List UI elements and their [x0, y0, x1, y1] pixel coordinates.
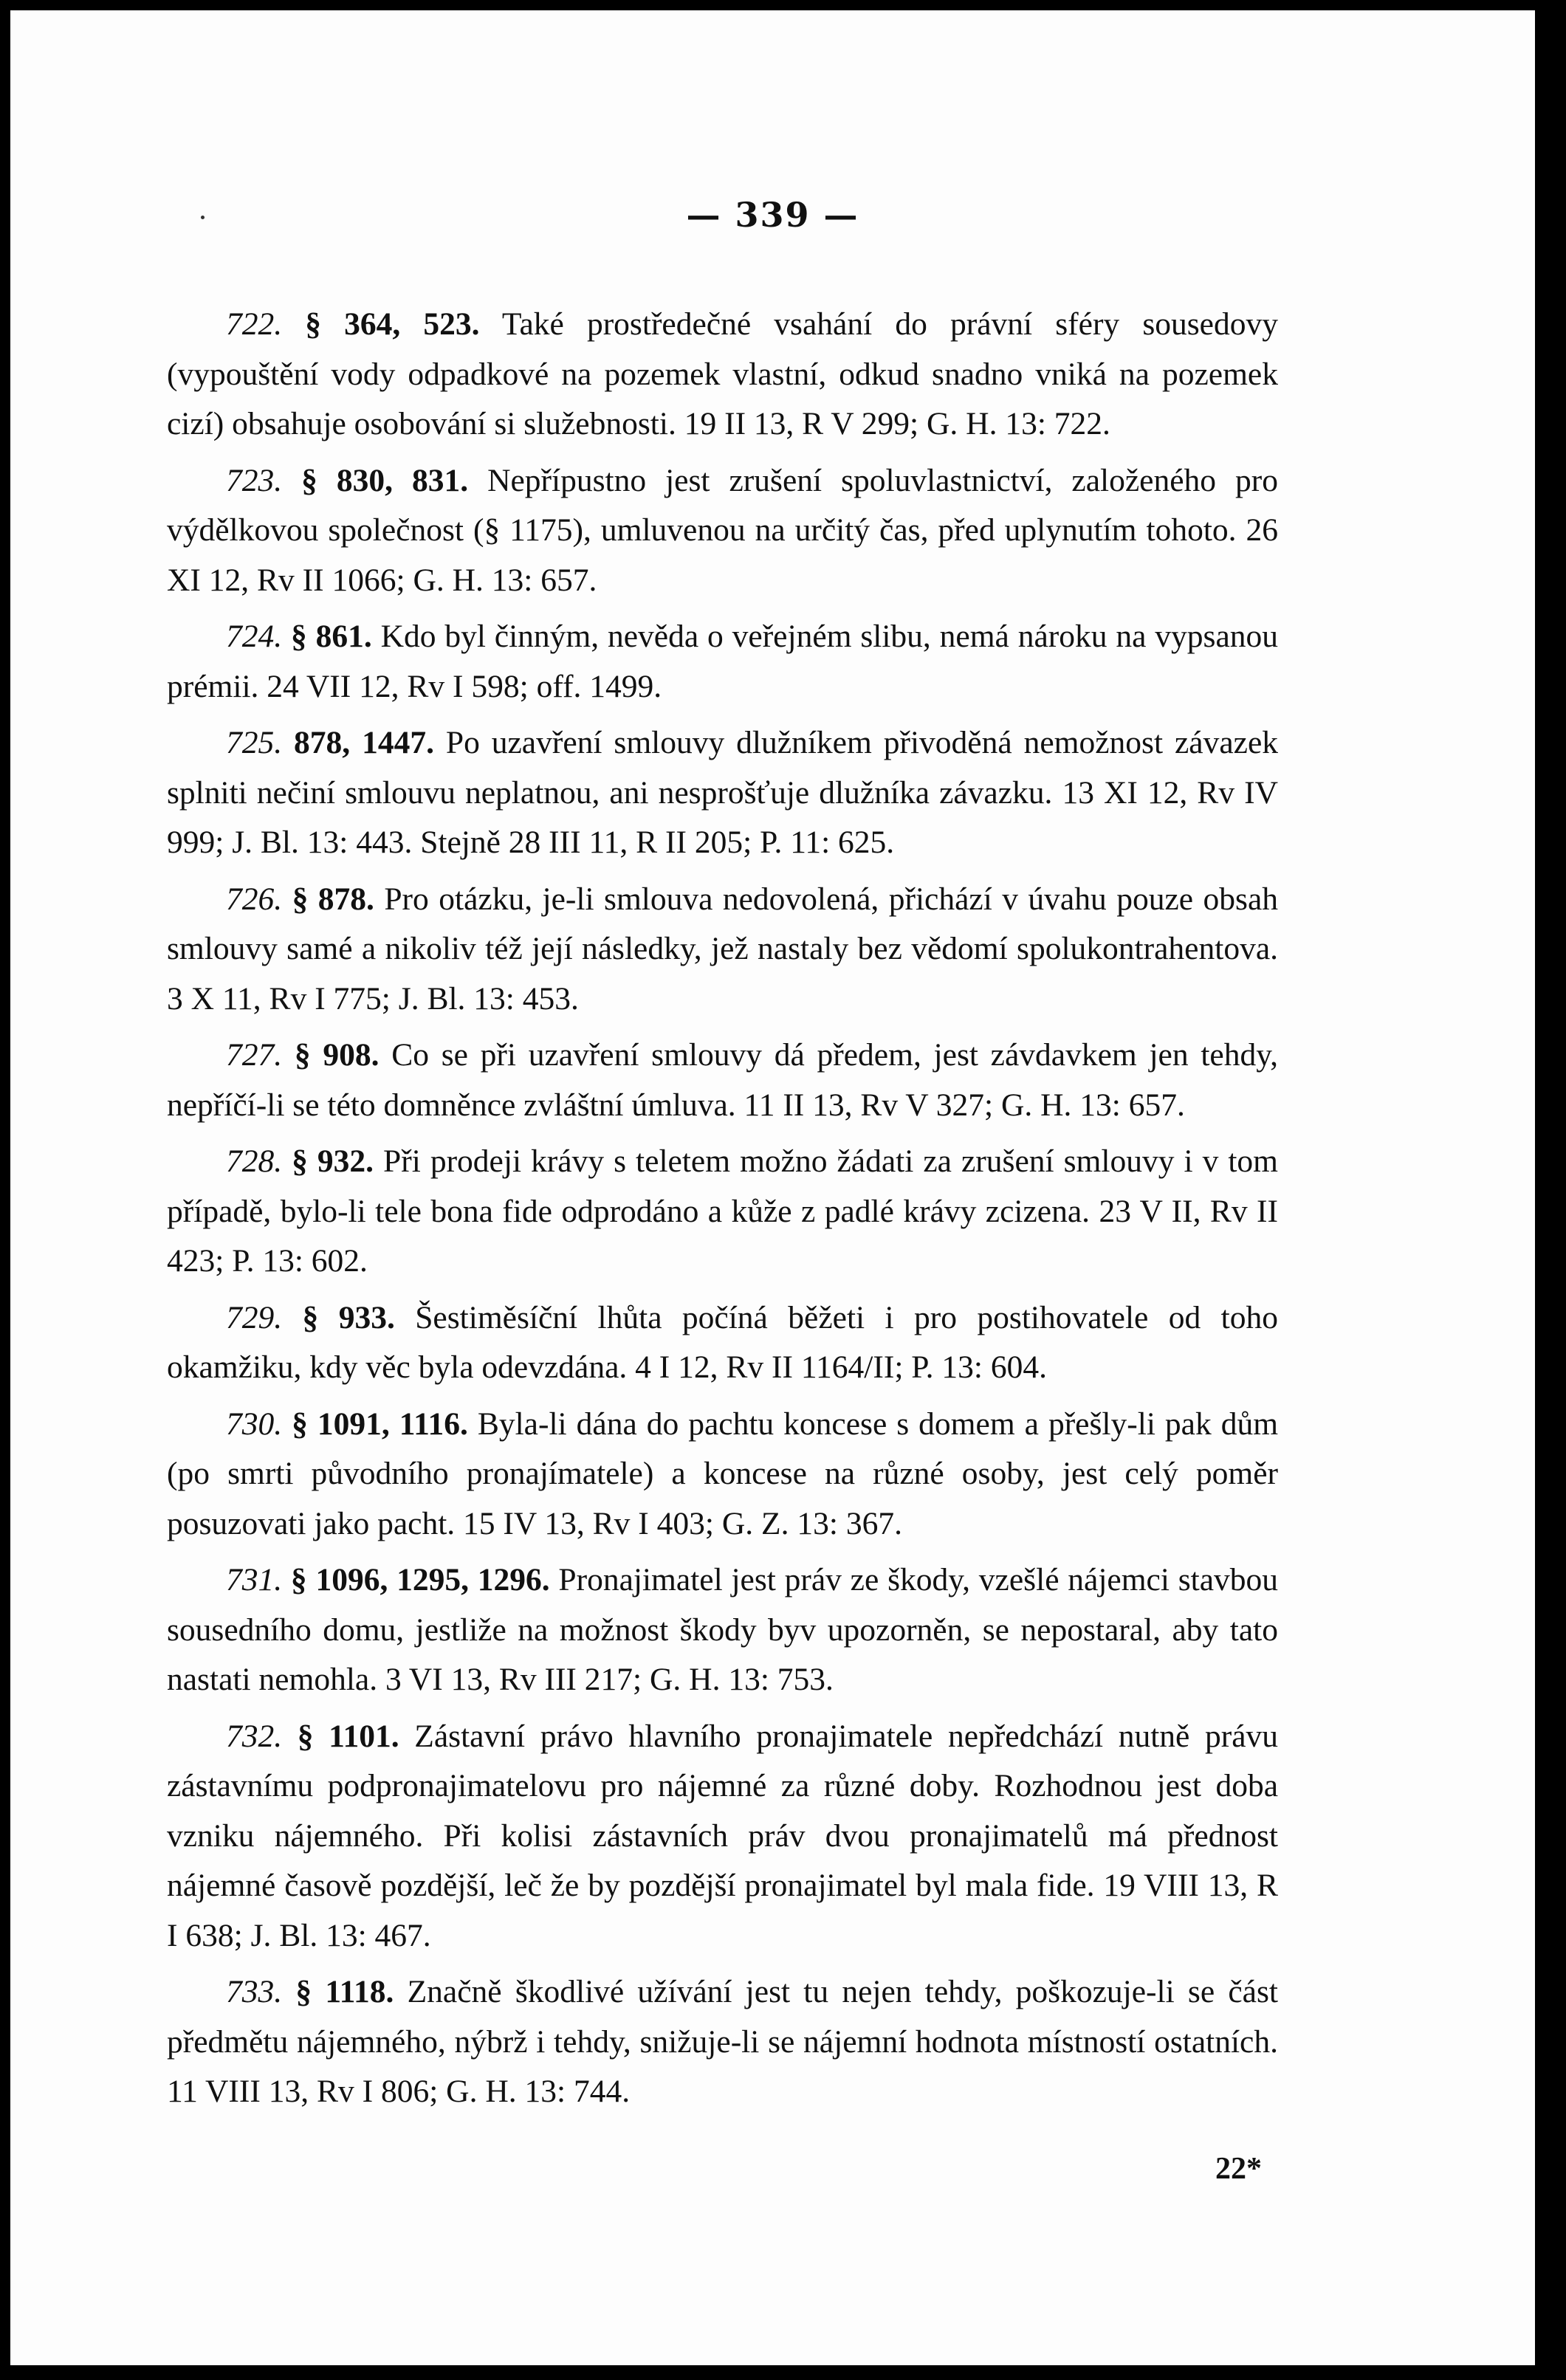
statute-refs: 1096, 1295, 1296.	[315, 1562, 550, 1597]
statute-refs: 878.	[317, 881, 374, 917]
statute-refs: 933.	[338, 1299, 395, 1335]
entry	[167, 300, 1278, 450]
entry-number: 725.	[226, 725, 283, 760]
entry-text: Co se při uzavření smlouvy dá předem, jest závdavkem jen tehdy, nepříčí-li se této domněnce zvláštní úmluva. 11 II 13, Rv V 327; G. H. 13: 657.	[167, 1037, 1279, 1123]
section-sign: §	[290, 619, 307, 654]
statute-refs: 1091, 1116.	[317, 1406, 468, 1442]
statute-refs: 1101.	[329, 1718, 399, 1754]
entry-number: 727.	[226, 1037, 283, 1073]
entry	[167, 456, 1278, 606]
entry	[167, 1293, 1278, 1393]
entry-number: 730.	[226, 1406, 283, 1442]
signature-mark: 22*	[1215, 2152, 1262, 2186]
page-number: — 339 —	[686, 195, 859, 235]
entry	[167, 1031, 1278, 1130]
entry-text: Kdo byl činným, nevěda o veřejném slibu, nemá nároku na vypsanou prémii. 24 VII 12, Rv I 598; off. 1499.	[167, 619, 1279, 704]
section-sign: §	[301, 462, 317, 498]
entry-text: Pro otázku, je-li smlouva nedovolená, přichází v úvahu pouze obsah smlouvy samé a nikoliv též její následky, jež nastaly bez vědomí spolukontrahentova. 3 X 11, Rv I 775; J. Bl. 13: 453.	[167, 881, 1278, 1017]
statute-refs: 878, 1447.	[294, 725, 434, 760]
entry-number: 733.	[226, 1974, 283, 2009]
entry	[167, 1712, 1278, 1961]
entry-text: Po uzavření smlouvy dlužníkem přivoděná nemožnost závazek splniti nečiní smlouvu neplatnou, ani nesprošťuje dlužníka závazku. 13 XI 12, Rv IV 999; J. Bl. 13: 443. Stejně 28 III 11, R II 205; P. 11: 625.	[167, 725, 1278, 860]
statute-refs: 908.	[323, 1037, 380, 1073]
statute-refs: 1118.	[325, 1974, 394, 2009]
entry-number: 722.	[226, 306, 283, 342]
entry-number: 724.	[226, 619, 283, 654]
entry	[167, 1400, 1278, 1550]
section-sign: §	[292, 1406, 308, 1442]
statute-refs: 932.	[317, 1143, 374, 1179]
entry-text: Byla-li dána do pachtu koncese s domem a přešly-li pak dům (po smrti původního pronajímatele) a koncese na různé osoby, jest celý poměr posuzovati jako pacht. 15 IV 13, Rv I 403; G. Z. 13: 367.	[167, 1406, 1279, 1541]
section-sign: §	[302, 1299, 319, 1335]
entry-text: Pronajimatel jest práv ze škody, vzešlé nájemci stavbou sousedního domu, jestliže na možnost škody byv upozorněn, se nepostaral, aby tato nastati nemohla. 3 VI 13, Rv III 217; G. H. 13: 753.	[167, 1562, 1279, 1697]
section-sign: §	[305, 306, 322, 342]
entry-number: 728.	[226, 1143, 283, 1179]
entry	[167, 1137, 1278, 1287]
entry-number: 726.	[226, 881, 283, 917]
entry-text: Také prostředečné vsahání do právní sféry sousedovy (vypouštění vody odpadkové na pozemek vlastní, odkud snadno vniká na pozemek cizí) obsahuje osobování si služebnosti. 19 II 13, R V 299; G. H. 13: 722.	[167, 306, 1278, 441]
entries-list	[167, 300, 1278, 2124]
entry-number: 731.	[226, 1562, 283, 1597]
entry-text: Nepřípustno jest zrušení spoluvlastnictví, založeného pro výdělkovou společnost (§ 1175), umluvenou na určitý čas, před uplynutím tohoto. 26 XI 12, Rv II 1066; G. H. 13: 657.	[167, 462, 1279, 598]
entry	[167, 1967, 1278, 2117]
entry	[167, 718, 1278, 868]
section-sign: §	[292, 1143, 308, 1179]
statute-refs: 830, 831.	[336, 462, 469, 498]
entry-text: Při prodeji krávy s teletem možno žádati za zrušení smlouvy i v tom případě, bylo-li tele bona fide odprodáno a kůže z padlé krávy zcizena. 23 V II, Rv II 423; P. 13: 602.	[167, 1143, 1278, 1279]
entry	[167, 875, 1278, 1025]
entry	[167, 612, 1278, 712]
entry-number: 723.	[226, 462, 283, 498]
statute-refs: 364, 523.	[344, 306, 480, 342]
entry-text: Zástavní právo hlavního pronajimatele nepředchází nutně právu zástavnímu podpronajimatelovu pro nájemné za různé doby. Rozhodnou jest doba vzniku nájemného. Při kolisi zástavních práv dvou pronajimatelů má přednost nájemné časově pozdější, leč že by pozdější pronajimatel byl mala fide. 19 VIII 13, R I 638; J. Bl. 13: 467.	[167, 1718, 1279, 1953]
section-sign: §	[294, 1037, 311, 1073]
entry-text: Šestiměsíční lhůta počíná běžeti i pro postihovatele od toho okamžiku, kdy věc byla odevzdána. 4 I 12, Rv II 1164/II; P. 13: 604.	[167, 1299, 1278, 1385]
page	[10, 10, 1535, 2365]
entry-text: Značně škodlivé užívání jest tu nejen tehdy, poškozuje-li se část předmětu nájemného, nýbrž i tehdy, snižuje-li se nájemní hodnota místností ostatních. 11 VIII 13, Rv I 806; G. H. 13: 744.	[167, 1974, 1279, 2109]
entry-number: 729.	[226, 1299, 283, 1335]
entry	[167, 1555, 1278, 1705]
section-sign: §	[290, 1562, 307, 1597]
statute-refs: 861.	[315, 619, 372, 654]
section-sign: §	[297, 1718, 314, 1754]
section-sign: §	[295, 1974, 312, 2009]
section-sign: §	[292, 881, 309, 917]
entry-number: 732.	[226, 1718, 283, 1754]
